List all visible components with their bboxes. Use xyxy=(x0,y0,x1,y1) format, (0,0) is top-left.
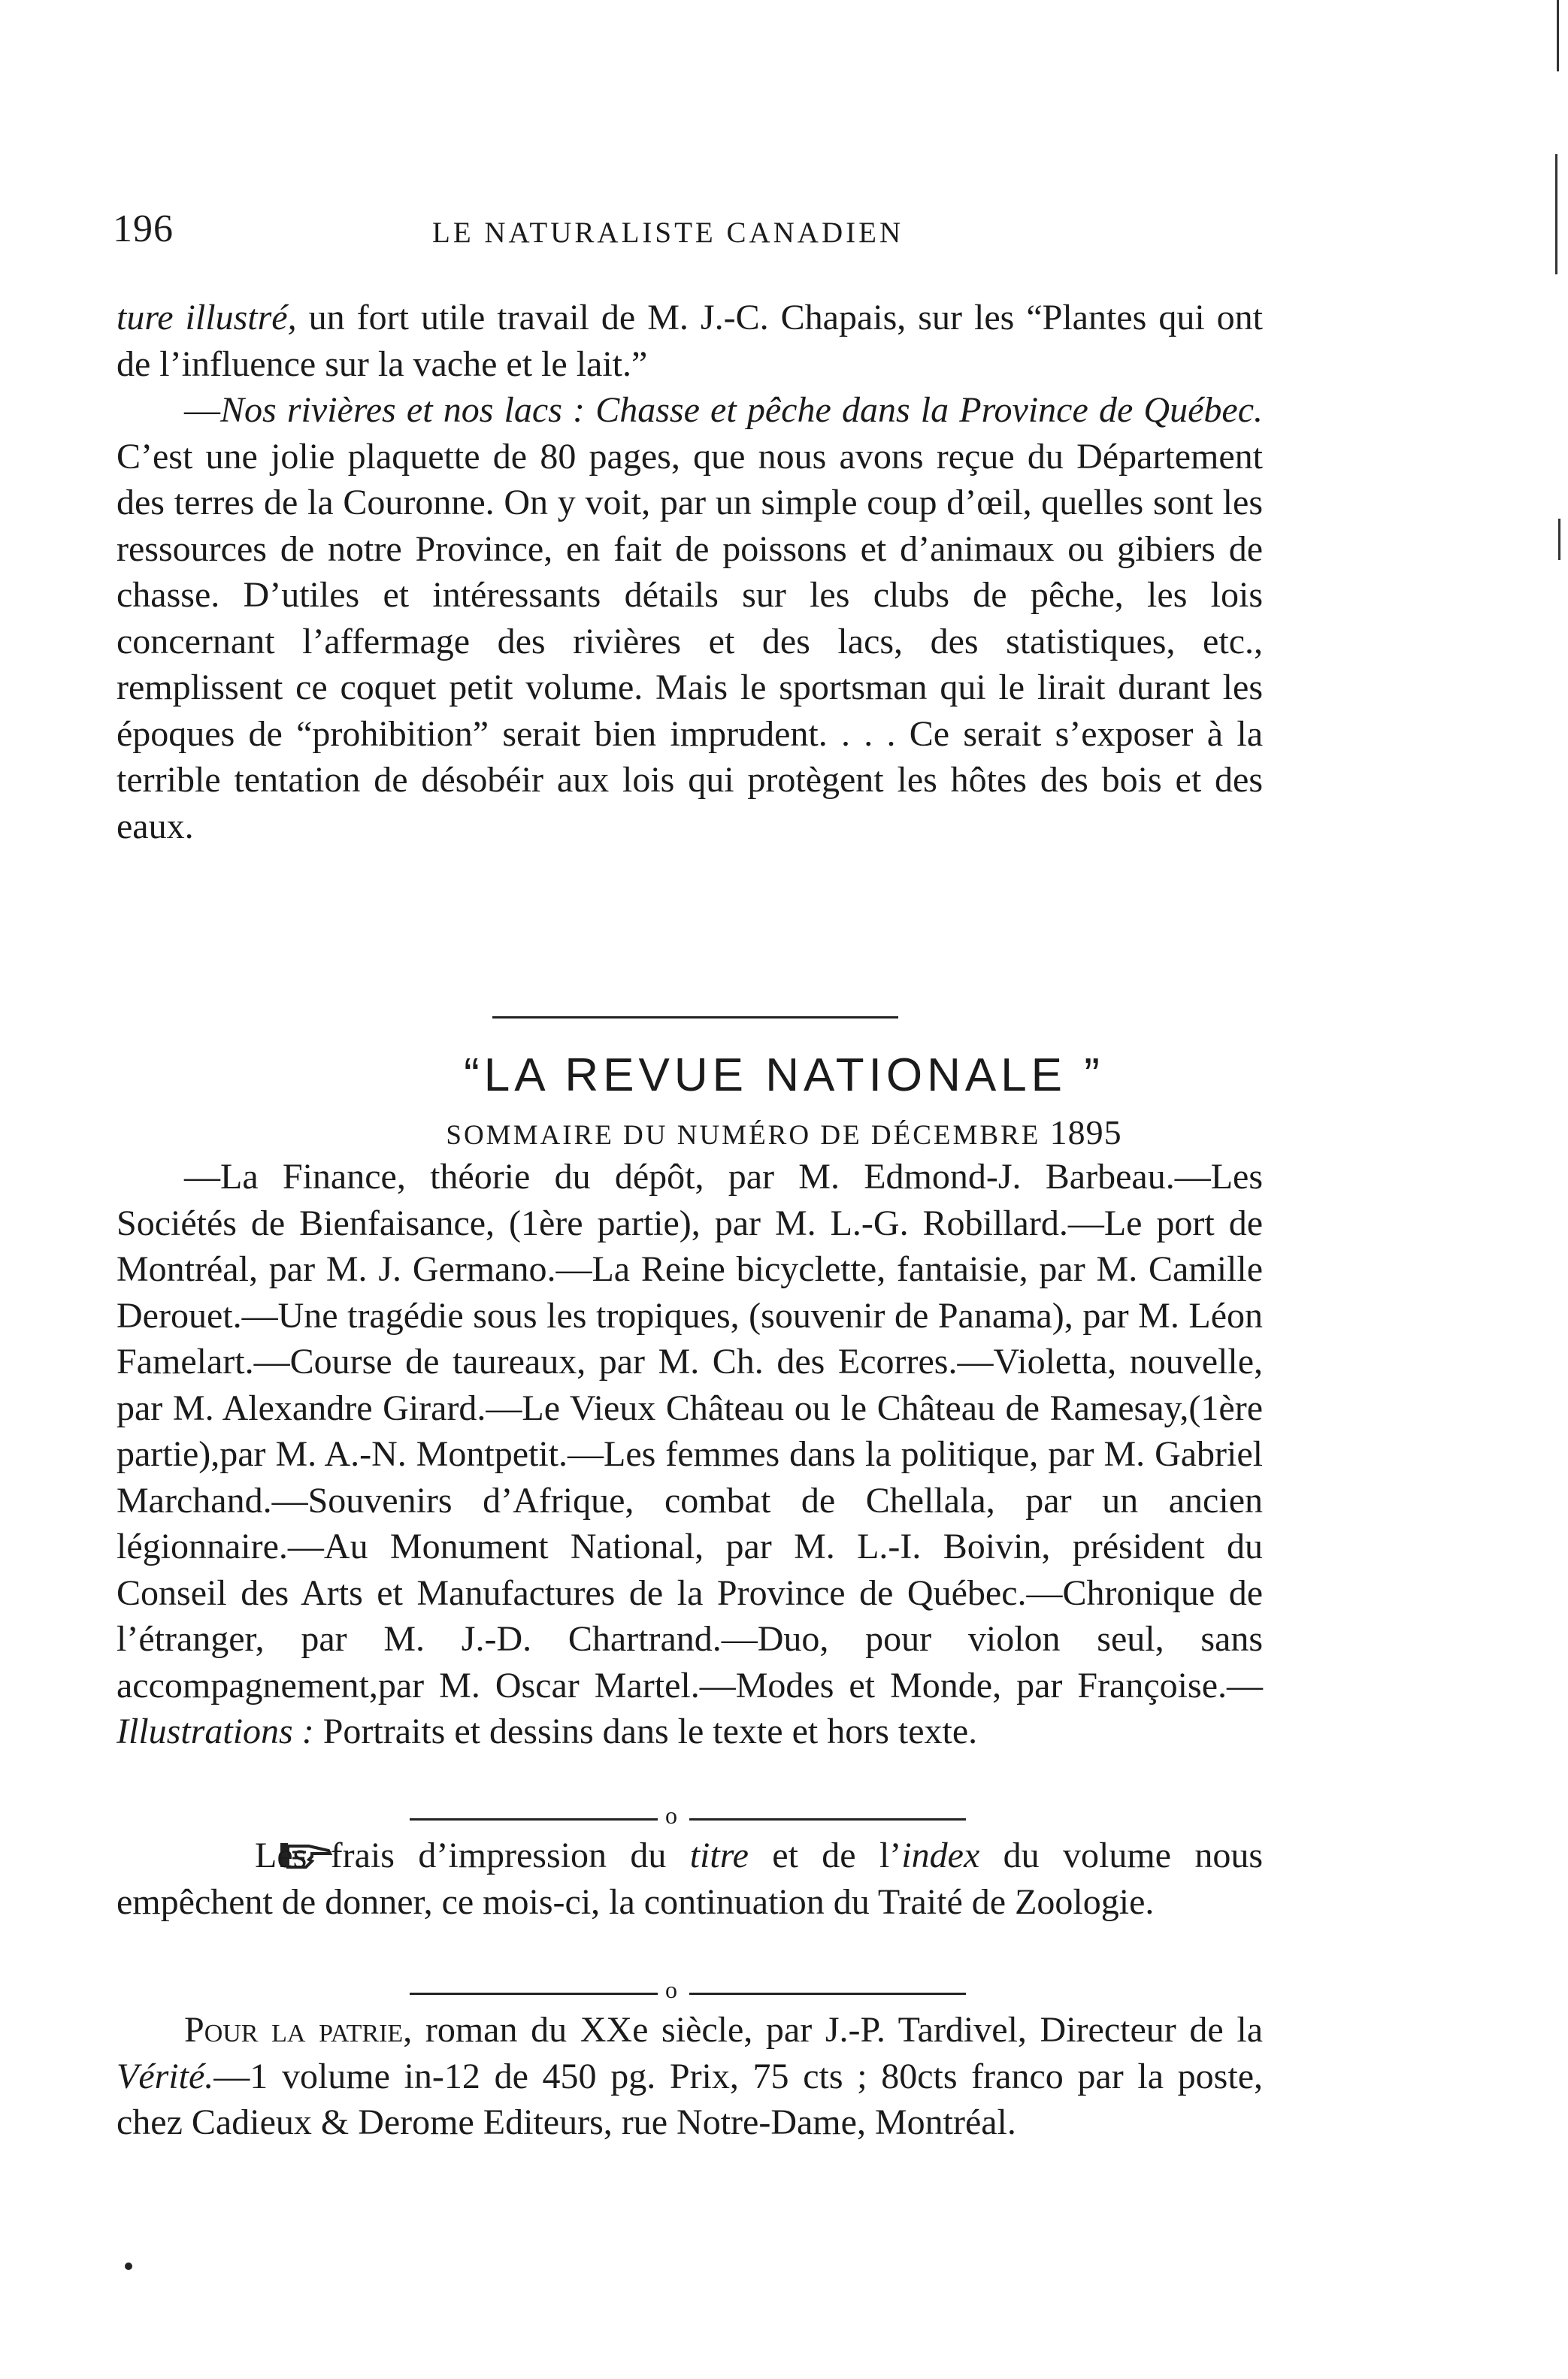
separator-line xyxy=(689,1993,966,1995)
body-text: —La Finance, théorie du dépôt, par M. Edmond-J. Barbeau.—Les Sociétés de Bienfaisance, (1ère partie), par M. L.-G. Robillard.—Le port de Montréal, par M. J. Germano.—La Reine bicyclette, fantaisie, par M. Camille Derouet.—Une tragédie sous les tropiques, (souvenir de Panama), par M. Léon Famelart.—Course de taureaux, par M. Ch. des Ecorres.—Violetta, nouvelle, par M. Alexandre Girard.—Le Vieux Château ou le Château de Ramesay,(1ère partie),par M. A.-N. Montpetit.—Les femmes dans la politique, par M. Gabriel Marchand.—Souvenirs d’Afrique, combat de Chellala, par un ancien légionnaire.—Au Monument National, par M. L.-I. Boivin, président du Conseil des Arts et Manufactures de la Province de Québec.—Chronique de l’étranger, par M. J.-D. Chartrand.—Duo, pour violon seul, sans accompagnement,par M. Oscar Martel.—Modes et Monde, par Françoise.— xyxy=(117,1157,1263,1706)
separator-mark: o xyxy=(665,1976,677,2003)
body-text: —1 volume in-12 de 450 pg. Prix, 75 cts ; 80cts franco par la poste, chez Cadieux & Derome Editeurs, rue Notre-Dame, Montréal. xyxy=(117,2056,1263,2142)
book-title-italic: Nos rivières et nos lacs : Chasse et pêche dans la Province de Québec. xyxy=(220,390,1263,430)
body-text: un fort utile travail de M. J.-C. Chapais, sur les “Plantes qui ont de l’influence sur la vache et le lait.” xyxy=(117,298,1264,384)
separator-line xyxy=(410,1818,658,1821)
page-number: 196 xyxy=(113,207,174,250)
revue-contents xyxy=(117,1154,1263,1755)
italic-text: index xyxy=(901,1836,980,1875)
body-text: Portraits et dessins dans le texte et hors texte. xyxy=(313,1712,978,1751)
em-dash: — xyxy=(184,390,220,430)
body-text: Les frais d’impression du xyxy=(255,1836,690,1875)
notice-section xyxy=(117,1833,1263,1925)
pointing-hand-icon xyxy=(198,1837,252,1870)
separator-line xyxy=(410,1993,658,1995)
separator xyxy=(410,1978,966,2008)
running-head: LE NATURALISTE CANADIEN xyxy=(432,216,904,249)
revue-section xyxy=(117,1154,1263,1755)
notice-paragraph xyxy=(117,1833,1263,1925)
italic-text: titre xyxy=(689,1836,749,1875)
patrie-paragraph xyxy=(117,2007,1263,2146)
body-text: et de l’ xyxy=(748,1836,902,1875)
small-caps-title: Pour la patrie, xyxy=(184,2010,413,2050)
separator-mark: o xyxy=(665,1802,677,1829)
section-subtitle xyxy=(0,1112,1568,1152)
section-divider xyxy=(492,1016,898,1018)
separator-line xyxy=(689,1818,966,1821)
subtitle-text: SOMMAIRE DU NUMÉRO DE DÉCEMBRE xyxy=(446,1120,1041,1151)
section-title: “LA REVUE NATIONALE ” xyxy=(464,1049,1104,1101)
italic-text: ture illustré, xyxy=(117,298,297,337)
body-text: C’est une jolie plaquette de 80 pages, que nous avons reçue du Département des terres de la Couronne. On y voit, par un simple coup d’œil, quelles sont les ressources de notre Province, en fait de poissons et d’animaux ou gibiers de chasse. D’utiles et intéressants détails sur les clubs de pêche, les lois concernant l’affermage des rivières et des lacs, des statistiques, etc., remplissent ce coquet petit volume. Mais le sportsman qui le lirait durant les époques de “prohibition” serait bien imprudent. . . . Ce serait s’exposer à la terrible tentation de désobéir aux lois qui protègent les hôtes des bois et des eaux. xyxy=(117,436,1263,846)
patrie-section xyxy=(117,2007,1263,2146)
page-edge-mark xyxy=(1558,519,1560,560)
italic-text: Illustrations : xyxy=(117,1712,314,1751)
intro-paragraph-2 xyxy=(117,387,1263,849)
subtitle-year: 1895 xyxy=(1049,1113,1122,1152)
italic-text: Vérité. xyxy=(117,2056,214,2096)
intro-section xyxy=(117,295,1263,849)
page-header xyxy=(113,207,1285,259)
stray-mark xyxy=(125,2262,132,2270)
separator xyxy=(410,1804,966,1834)
intro-paragraph-1 xyxy=(117,295,1263,387)
page-edge-mark xyxy=(1555,154,1557,274)
body-text: roman du XXe siècle, par J.-P. Tardivel, Directeur de la xyxy=(412,2010,1263,2050)
body-text: du volume nous empêchent de donner, ce mois-ci, la continuation du Traité de Zoologie. xyxy=(117,1836,1264,1922)
page-edge-mark xyxy=(1557,0,1559,71)
